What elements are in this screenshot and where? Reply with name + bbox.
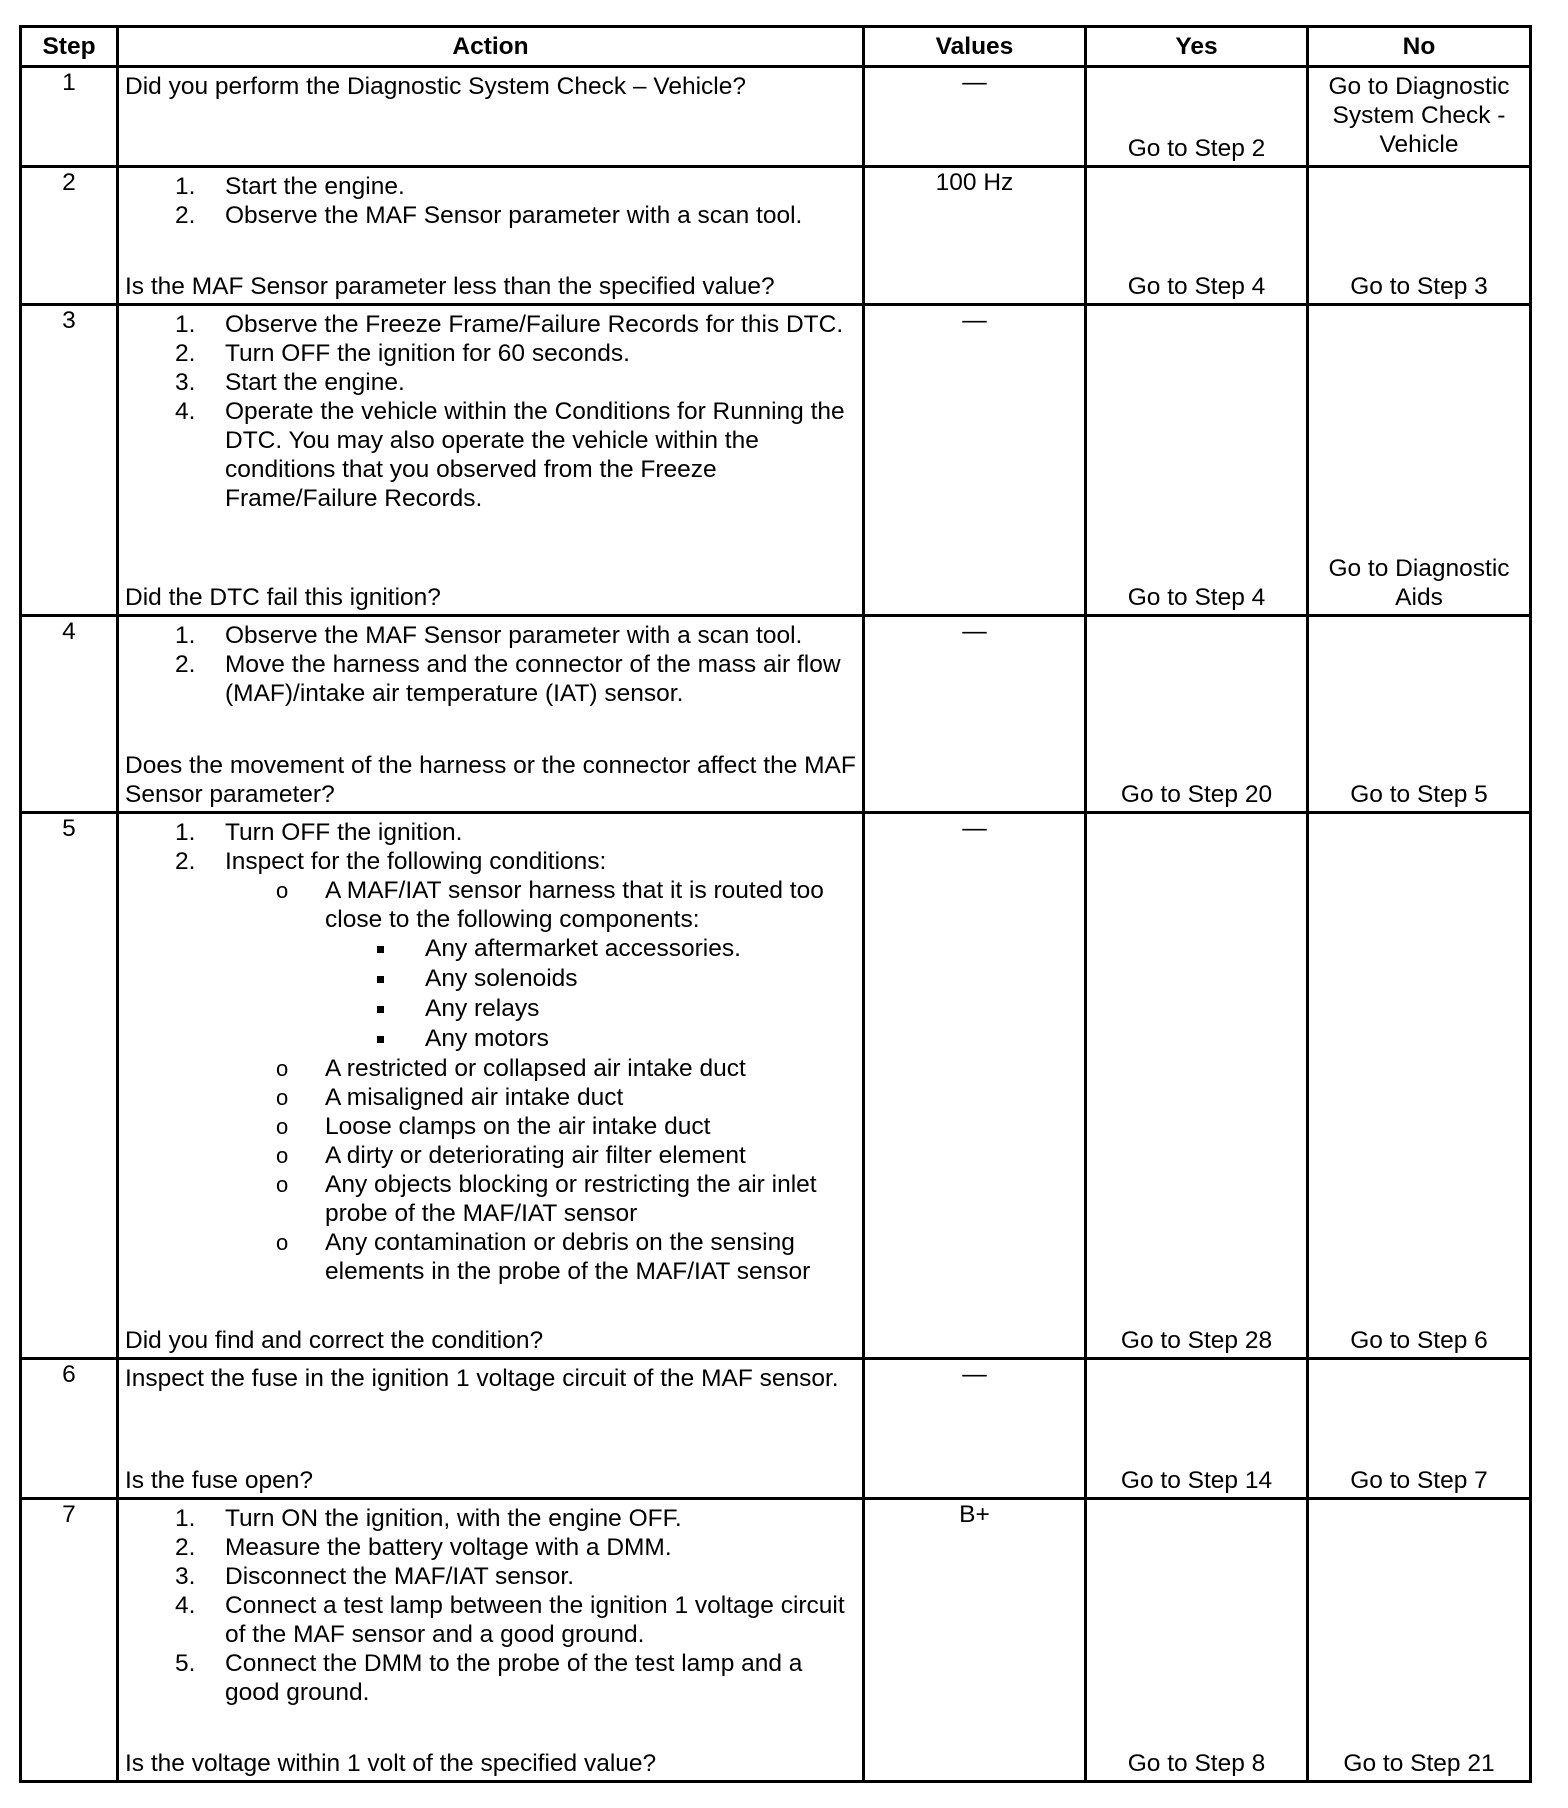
step-index: 2. <box>175 340 196 367</box>
value-cell: — <box>864 616 1086 813</box>
header-action: Action <box>118 27 864 67</box>
circle-bullet-icon: o <box>276 1230 289 1255</box>
step-index: 1. <box>175 173 196 200</box>
condition-item: o Loose clamps on the air intake duct <box>276 1113 711 1140</box>
action-steps <box>119 617 862 708</box>
action-cell <box>118 813 864 1359</box>
yes-link[interactable]: Go to Step 20 <box>1120 781 1273 808</box>
value-cell: — <box>864 305 1086 616</box>
step-number: 1 <box>21 67 118 167</box>
step-index: 2. <box>175 848 196 875</box>
no-link[interactable]: Go to Diagnostic Aids <box>1328 555 1510 611</box>
step-index: 1. <box>175 1505 196 1532</box>
action-question: Does the movement of the harness or the connector affect the MAF Sensor parameter? <box>125 752 856 808</box>
action-cell <box>118 1359 864 1499</box>
step-index: 1. <box>175 311 196 338</box>
yes-cell <box>1086 305 1308 616</box>
action-question: Is the MAF Sensor parameter less than the specified value? <box>125 273 775 300</box>
action-cell <box>118 1499 864 1782</box>
header-yes: Yes <box>1086 27 1308 67</box>
condition-item: o Any objects blocking or restricting the air inlet probe of the MAF/IAT sensor <box>276 1171 817 1227</box>
component-item: Any aftermarket accessories. <box>325 934 856 964</box>
component-item: Any relays <box>325 994 856 1024</box>
yes-link[interactable]: Go to Step 14 <box>1120 1467 1273 1494</box>
action-question: Did you find and correct the condition? <box>125 1327 544 1354</box>
action-steps <box>119 814 862 1286</box>
yes-link[interactable]: Go to Step 28 <box>1120 1327 1273 1354</box>
table-row <box>21 616 1531 813</box>
step-number: 5 <box>21 813 118 1359</box>
table-row <box>21 67 1531 167</box>
yes-link[interactable]: Go to Step 8 <box>1127 1750 1266 1777</box>
action-step: 4. Connect a test lamp between the ignition 1 voltage circuit of the MAF sensor and a good ground. <box>175 1592 845 1648</box>
value-cell: — <box>864 1359 1086 1499</box>
square-bullet-icon <box>377 946 384 953</box>
yes-cell <box>1086 1359 1308 1499</box>
action-step: 2. Turn OFF the ignition for 60 seconds. <box>175 340 630 367</box>
action-step: 1. Observe the Freeze Frame/Failure Records for this DTC. <box>175 311 844 338</box>
action-step: 2. Measure the battery voltage with a DMM. <box>175 1534 672 1561</box>
table-row <box>21 305 1531 616</box>
action-cell <box>118 167 864 305</box>
square-bullet-icon <box>377 1036 384 1043</box>
table-row <box>21 1499 1531 1782</box>
circle-bullet-icon: o <box>276 1056 289 1081</box>
component-item: Any motors <box>325 1024 856 1054</box>
condition-list <box>225 876 856 1286</box>
condition-item: o A dirty or deteriorating air filter element <box>276 1142 746 1169</box>
action-step: 1. Observe the MAF Sensor parameter with a scan tool. <box>175 622 803 649</box>
condition-item: o A restricted or collapsed air intake duct <box>276 1055 746 1082</box>
action-question: Is the voltage within 1 volt of the specified value? <box>125 1750 657 1777</box>
no-link[interactable]: Go to Step 21 <box>1343 1750 1495 1777</box>
step-number: 3 <box>21 305 118 616</box>
no-link[interactable]: Go to Step 6 <box>1350 1327 1488 1354</box>
circle-bullet-icon: o <box>276 1172 289 1197</box>
action-question: Is the fuse open? <box>125 1467 313 1494</box>
no-cell <box>1308 813 1531 1359</box>
header-no: No <box>1308 27 1531 67</box>
condition-item: o A misaligned air intake duct <box>276 1084 624 1111</box>
no-link[interactable]: Go to Diagnostic System Check - Vehicle <box>1328 73 1510 158</box>
action-step: 3. Disconnect the MAF/IAT sensor. <box>175 1563 575 1590</box>
step-index: 4. <box>175 398 196 425</box>
action-step: 5. Connect the DMM to the probe of the test lamp and a good ground. <box>175 1650 803 1706</box>
yes-cell <box>1086 167 1308 305</box>
step-index: 3. <box>175 1563 196 1590</box>
no-cell <box>1308 616 1531 813</box>
step-index: 5. <box>175 1650 196 1677</box>
action-step: 3. Start the engine. <box>175 369 405 396</box>
action-step: 2. Observe the MAF Sensor parameter with a scan tool. <box>175 202 803 229</box>
diagnostic-table <box>19 25 1532 1783</box>
square-bullet-icon <box>377 1006 384 1013</box>
header-values: Values <box>864 27 1086 67</box>
no-link[interactable]: Go to Step 7 <box>1350 1467 1488 1494</box>
action-step: 1. Start the engine. <box>175 173 405 200</box>
no-cell <box>1308 67 1531 167</box>
step-index: 2. <box>175 1534 196 1561</box>
step-number: 2 <box>21 167 118 305</box>
step-index: 1. <box>175 819 196 846</box>
table-row <box>21 167 1531 305</box>
header-step: Step <box>21 27 118 67</box>
circle-bullet-icon: o <box>276 1085 289 1110</box>
no-cell <box>1308 1359 1531 1499</box>
action-steps <box>119 306 862 513</box>
action-cell <box>118 67 864 167</box>
action-step: 1. Turn OFF the ignition. <box>175 819 463 846</box>
yes-link[interactable]: Go to Step 2 <box>1127 135 1266 162</box>
yes-cell <box>1086 1499 1308 1782</box>
step-number: 6 <box>21 1359 118 1499</box>
yes-cell <box>1086 813 1308 1359</box>
no-link[interactable]: Go to Step 3 <box>1350 273 1488 300</box>
circle-bullet-icon: o <box>276 878 289 903</box>
table-row <box>21 1359 1531 1499</box>
circle-bullet-icon: o <box>276 1114 289 1139</box>
step-number: 7 <box>21 1499 118 1782</box>
value-cell: B+ <box>864 1499 1086 1782</box>
action-text: Did you perform the Diagnostic System Check – Vehicle? <box>125 73 746 100</box>
header-row <box>21 27 1531 67</box>
step-index: 4. <box>175 1592 196 1619</box>
condition-item: o Any contamination or debris on the sensing elements in the probe of the MAF/IAT sensor <box>276 1229 811 1285</box>
action-steps <box>119 168 862 230</box>
yes-cell <box>1086 616 1308 813</box>
table-row <box>21 813 1531 1359</box>
condition-item: o A MAF/IAT sensor harness that it is routed too close to the following components: Any aftermarket accessories. Any solenoids Any relays Any motors <box>225 876 856 1054</box>
no-cell <box>1308 167 1531 305</box>
yes-link[interactable]: Go to Step 4 <box>1127 584 1266 611</box>
action-step: 2. Inspect for the following conditions: o A MAF/IAT sensor harness that it is routed too close to the following components: Any aftermarket accessories. Any solenoids Any relays Any motors o A restricted or collapsed air intake duct o A misaligned air intake duct o Loose clamps on the air intake duct o A dirty or deteriorating air filter element o Any objects blocking or restricting the air inlet probe of the MAF/IAT sensor o Any contamination or debris on the sensing elements in the probe of the MAF/IAT sensor <box>125 847 856 1286</box>
action-step: 2. Move the harness and the connector of the mass air flow (MAF)/intake air temperature (IAT) sensor. <box>175 651 841 707</box>
circle-bullet-icon: o <box>276 1143 289 1168</box>
square-bullet-icon <box>377 976 384 983</box>
no-cell <box>1308 305 1531 616</box>
action-step: 4. Operate the vehicle within the Conditions for Running the DTC. You may also operate the vehicle within the conditions that you observed from the Freeze Frame/Failure Records. <box>175 398 845 512</box>
step-index: 3. <box>175 369 196 396</box>
step-number: 4 <box>21 616 118 813</box>
value-cell: — <box>864 813 1086 1359</box>
yes-cell <box>1086 67 1308 167</box>
component-item: Any solenoids <box>325 964 856 994</box>
action-cell <box>118 616 864 813</box>
step-index: 2. <box>175 651 196 678</box>
action-steps <box>119 1500 862 1707</box>
action-question: Did the DTC fail this ignition? <box>125 584 441 611</box>
no-cell <box>1308 1499 1531 1782</box>
action-text: Inspect the fuse in the ignition 1 voltage circuit of the MAF sensor. <box>125 1365 839 1392</box>
yes-link[interactable]: Go to Step 4 <box>1127 273 1266 300</box>
value-cell: — <box>864 67 1086 167</box>
step-index: 1. <box>175 622 196 649</box>
action-cell <box>118 305 864 616</box>
action-step: 1. Turn ON the ignition, with the engine OFF. <box>175 1505 682 1532</box>
value-cell: 100 Hz <box>864 167 1086 305</box>
step-index: 2. <box>175 202 196 229</box>
no-link[interactable]: Go to Step 5 <box>1350 781 1488 808</box>
component-list <box>325 934 856 1054</box>
